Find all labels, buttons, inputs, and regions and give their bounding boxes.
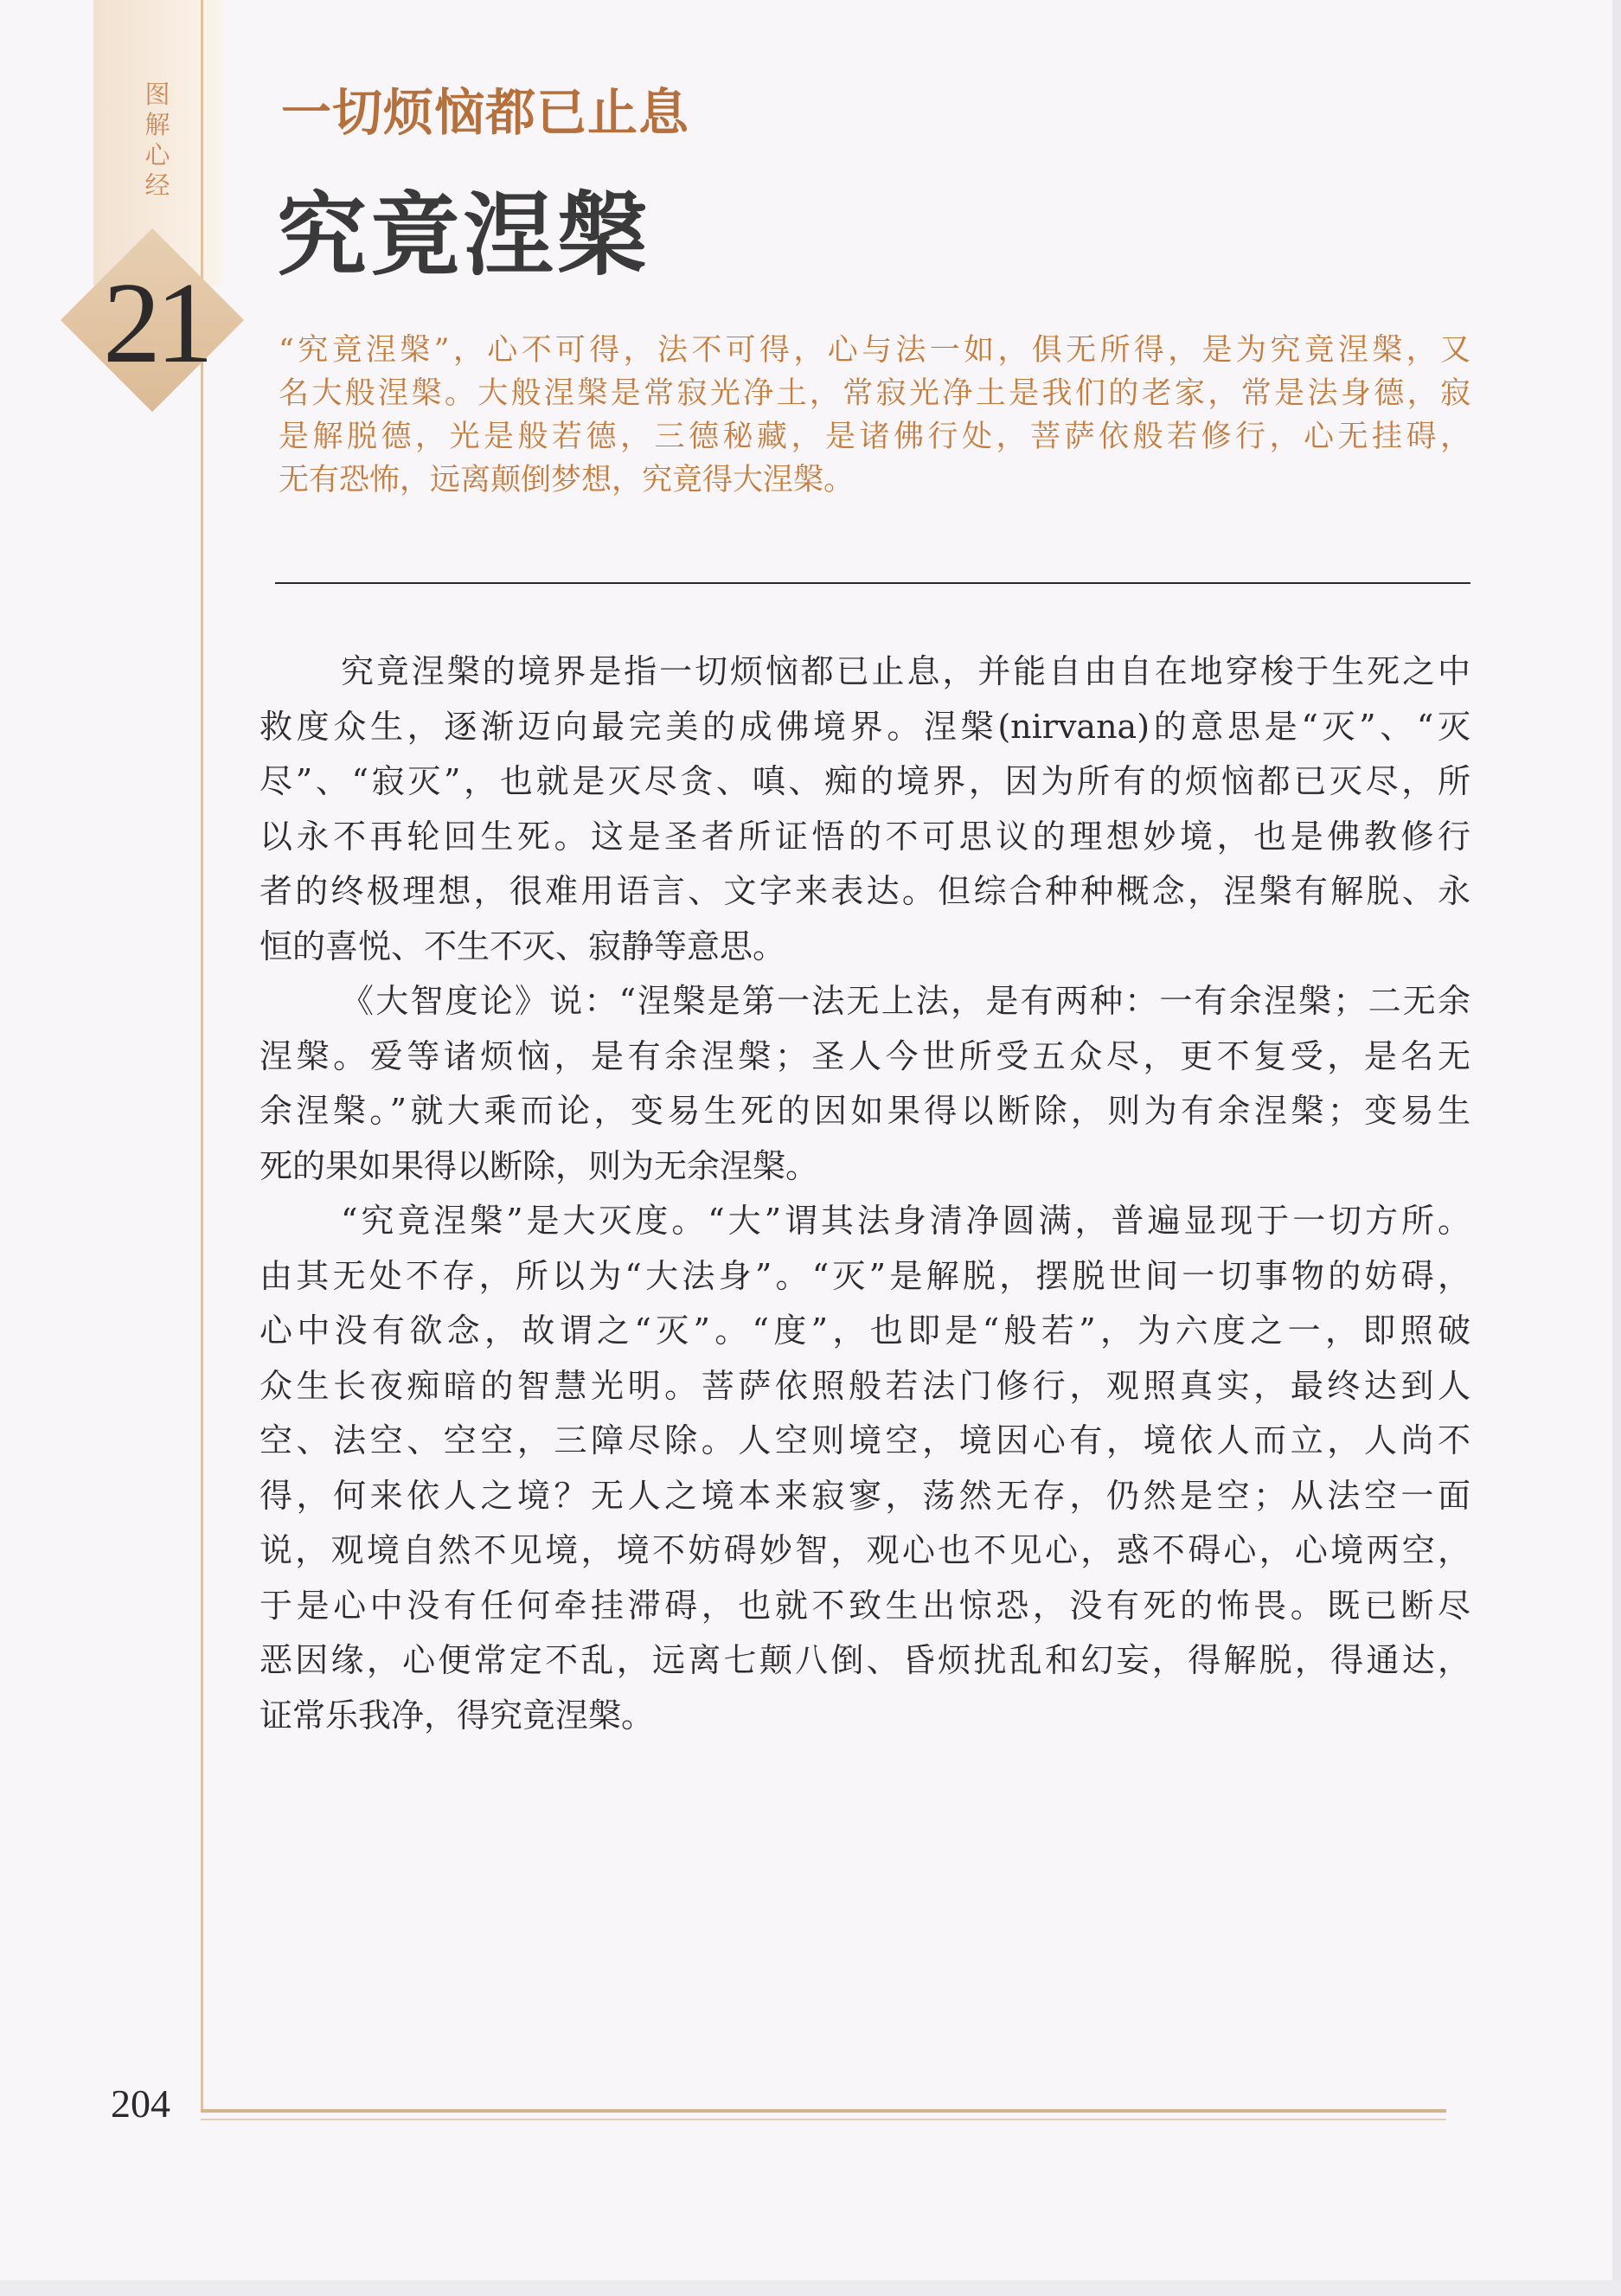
section-subtitle: 一切烦恼都已止息	[281, 83, 690, 142]
body-line: 证常乐我净，得究竟涅槃。	[259, 1696, 655, 1735]
body-line: 众生长夜痴暗的智慧光明。菩萨依照般若法门修行，观照真实，最终达到人	[259, 1366, 1470, 1405]
body-line: 恶因缘，心便常定不乱，远离七颠八倒、昏烦扰乱和幻妄，得解脱，得通达，	[259, 1641, 1470, 1679]
side-label-char: 解	[144, 110, 170, 139]
side-label-char: 经	[144, 170, 170, 200]
intro-line: 无有恐怖，远离颠倒梦想，究竟得大涅槃。	[279, 463, 855, 497]
body-line: 《大智度论》说：“涅槃是第一法无上法，是有两种：一有余涅槃；二无余	[341, 982, 1470, 1020]
body-text	[259, 645, 1470, 1743]
body-line: 空、法空、空空，三障尽除。人空则境空，境因心有，境依人而立，人尚不	[259, 1421, 1470, 1459]
body-line: 于是心中没有任何牵挂滞碍，也就不致生出惊恐，没有死的怖畏。既已断尽	[259, 1586, 1470, 1625]
intro-line: 是解脱德，光是般若德，三德秘藏，是诸佛行处，菩萨依般若修行，心无挂碍，	[279, 420, 1470, 454]
body-line: 尽”、“寂灭”，也就是灭尽贪、嗔、痴的境界，因为所有的烦恼都已灭尽，所	[259, 762, 1470, 800]
body-line: 由其无处不存，所以为“大法身”。“灭”是解脱，摆脱世间一切事物的妨碍，	[259, 1256, 1470, 1295]
body-line: 以永不再轮回生死。这是圣者所证悟的不可思议的理想妙境，也是佛教修行	[259, 817, 1470, 856]
page-number: 204	[111, 2081, 170, 2126]
footer-rule	[201, 2109, 1446, 2113]
body-line: 余涅槃。”就大乘而论，变易生死的因如果得以断除，则为有余涅槃；变易生	[259, 1092, 1470, 1130]
page-edge	[1612, 0, 1621, 2296]
body-line: 涅槃。爱等诸烦恼，是有余涅槃；圣人今世所受五众尽，更不复受，是名无	[259, 1036, 1470, 1075]
intro-paragraph	[279, 329, 1470, 502]
section-divider	[275, 582, 1470, 584]
body-line: 恒的喜悦、不生不灭、寂静等意思。	[259, 927, 786, 965]
intro-line: “究竟涅槃”，心不可得，法不可得，心与法一如，俱无所得，是为究竟涅槃，又	[279, 333, 1470, 368]
body-line: 得，何来依人之境？无人之境本来寂寥，荡然无存，仍然是空；从法空一面	[259, 1476, 1470, 1515]
body-line: 救度众生，逐渐迈向最完美的成佛境界。涅槃(nirvana)的意思是“灭”、“灭	[259, 707, 1470, 746]
body-line: 心中没有欲念，故谓之“灭”。“度”，也即是“般若”，为六度之一，即照破	[259, 1312, 1470, 1350]
side-label-char: 心	[144, 140, 170, 170]
body-line: 说，观境自然不见境，境不妨碍妙智，观心也不见心，惑不碍心，心境两空，	[259, 1531, 1470, 1569]
page-bottom-edge	[0, 2280, 1621, 2296]
body-line: 者的终极理想，很难用语言、文字来表达。但综合种种概念，涅槃有解脱、永	[259, 872, 1470, 910]
intro-line: 名大般涅槃。大般涅槃是常寂光净土，常寂光净土是我们的老家，常是法身德，寂	[279, 376, 1470, 411]
book-series-label	[140, 80, 175, 201]
body-line: “究竟涅槃”是大灭度。“大”谓其法身清净圆满，普遍显现于一切方所。	[341, 1202, 1470, 1240]
section-title: 究竟涅槃	[277, 182, 651, 288]
side-label-char: 图	[144, 80, 170, 109]
body-line: 死的果如果得以断除，则为无余涅槃。	[259, 1146, 819, 1185]
body-line: 究竟涅槃的境界是指一切烦恼都已止息，并能自由自在地穿梭于生死之中	[341, 652, 1470, 690]
chapter-number: 21	[103, 259, 208, 387]
footer-rule-thin	[201, 2119, 1446, 2120]
